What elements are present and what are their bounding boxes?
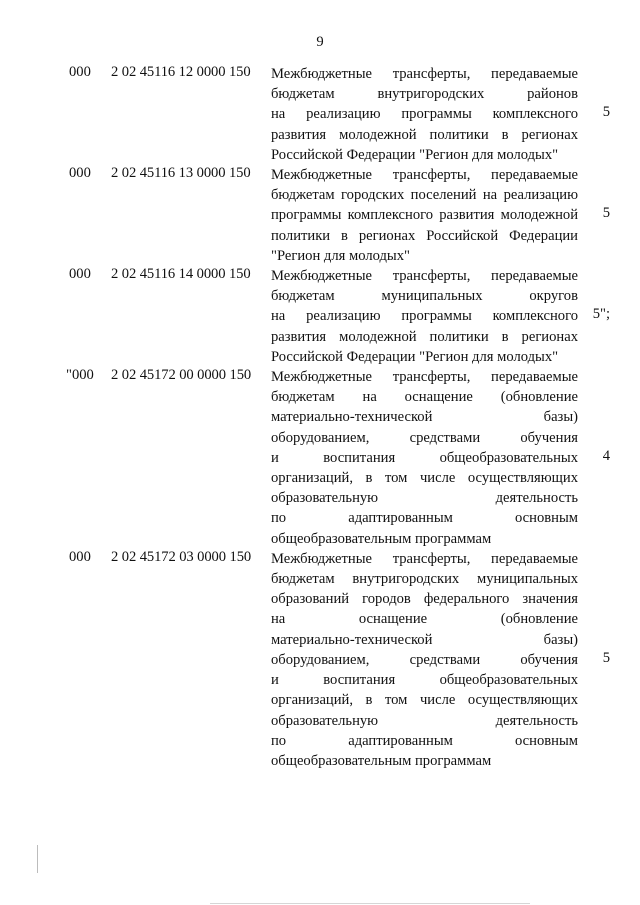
description-line: оборудованием, средствами обучения [271,651,578,668]
description-line: "Регион для молодых" [271,247,410,264]
description-line: материально-технической базы) [271,409,578,426]
row-value: 5 [602,649,610,666]
description-line: Межбюджетные трансферты, передаваемые [271,167,578,184]
description-line: бюджетам внутригородских муниципальных [271,571,578,588]
admin-code: 000 [69,548,91,565]
description-line: Межбюджетные трансферты, передаваемые [271,268,578,285]
row-description [271,367,578,549]
description-line: общеобразовательным программам [271,530,492,547]
description-line: образовательную деятельность [271,490,578,507]
description-line: образований городов федерального значения [271,591,578,608]
row-value: 5"; [592,306,610,323]
description-line: организаций, в том числе осуществляющих [271,470,578,487]
description-line: Межбюджетные трансферты, передаваемые [271,550,578,567]
table-row [0,367,640,549]
description-line: на оснащение (обновление [271,611,578,628]
description-line: и воспитания общеобразовательных [271,449,578,466]
description-line: Российской Федерации "Регион для молодых" [271,348,559,365]
page-number: 9 [316,34,324,50]
description-line: бюджетам муниципальных округов [271,288,578,305]
description-line: Межбюджетные трансферты, передаваемые [271,369,578,386]
description-line: бюджетам городских поселений на реализацию [271,187,578,204]
row-value: 4 [602,447,610,464]
row-description [271,64,578,165]
description-line: Российской Федерации "Регион для молодых" [271,146,559,163]
description-line: образовательную деятельность [271,712,578,729]
description-line: бюджетам на оснащение (обновление [271,389,578,406]
admin-code: "000 [66,367,94,384]
budget-classification-code: 2 02 45116 14 0000 150 [111,266,251,283]
admin-code: 000 [69,64,91,80]
budget-classification-code: 2 02 45172 03 0000 150 [111,548,252,565]
budget-classification-code: 2 02 45116 12 0000 150 [111,64,251,80]
description-line: развития молодежной политики в регионах [271,126,578,143]
description-line: общеобразовательным программам [271,752,492,769]
admin-code: 000 [69,266,91,283]
description-line: бюджетам внутригородских районов [271,86,578,103]
admin-code: 000 [69,165,91,182]
description-line: на реализацию программы комплексного [271,308,578,325]
table-row [0,165,640,266]
description-line: политики в регионах Российской Федерации [271,227,578,244]
scan-bottom-edge [210,903,530,904]
description-line: организаций, в том числе осуществляющих [271,692,578,709]
description-line: программы комплексного развития молодежной [271,207,578,224]
description-line: развития молодежной политики в регионах [271,328,578,345]
budget-classification-code: 2 02 45116 13 0000 150 [111,165,251,182]
description-line: по адаптированным основным [271,732,578,749]
description-line: оборудованием, средствами обучения [271,429,578,446]
table-row [0,549,640,771]
description-line: по адаптированным основным [271,510,578,527]
description-line: материально-технической базы) [271,631,578,648]
row-description [271,165,578,266]
description-line: и воспитания общеобразовательных [271,672,578,689]
scan-margin-line [37,845,38,873]
row-description [271,266,578,367]
row-value: 5 [602,104,610,121]
description-line: Межбюджетные трансферты, передаваемые [271,66,578,82]
table-row [0,266,640,367]
row-description [271,549,578,771]
row-value: 5 [602,205,610,222]
table-row [0,64,640,165]
description-line: на реализацию программы комплексного [271,106,578,123]
budget-classification-code: 2 02 45172 00 0000 150 [111,367,252,384]
budget-code-table [0,64,640,771]
